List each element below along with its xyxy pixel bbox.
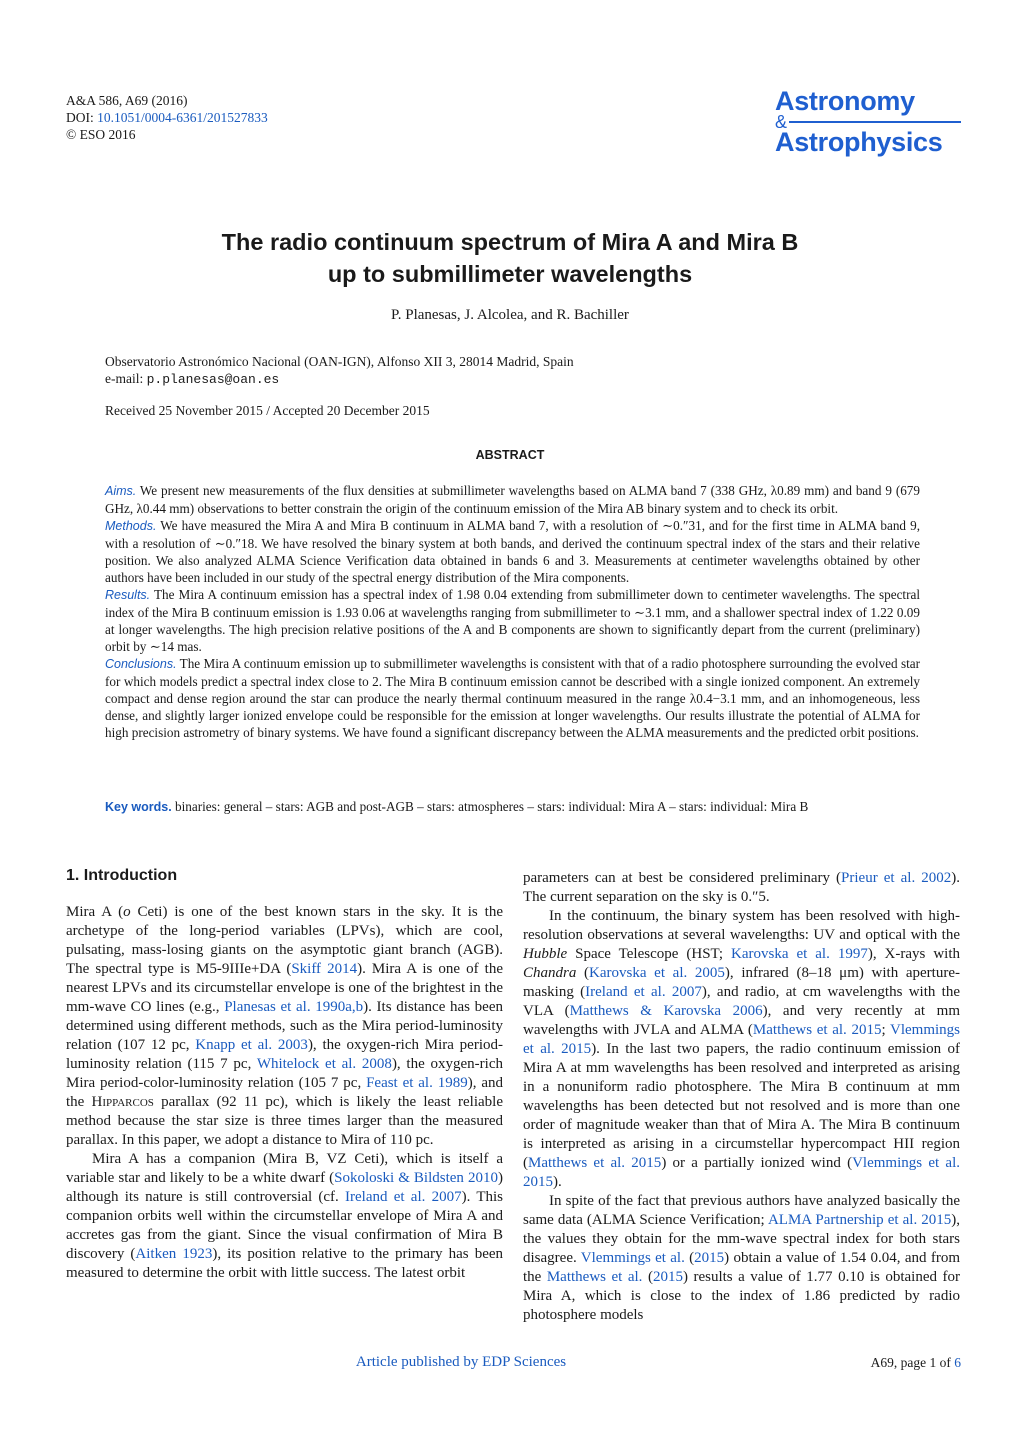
text-run: ), infrared (8–18 μm) with aperture-masking ( [523, 965, 960, 1000]
logo-ampersand: & [775, 112, 788, 132]
title-line-1: The radio continuum spectrum of Mira A and Mira B [221, 229, 799, 255]
text-run: parameters can at best be considered preliminary ( [523, 870, 842, 886]
citation-link[interactable]: ALMA Partnership et al. 2015 [767, 1212, 952, 1228]
journal-citation: A&A 586, A69 (2016) [66, 93, 188, 108]
affiliation-block [105, 353, 574, 388]
abstract-conclusions [105, 655, 920, 741]
keywords-text: binaries: general – stars: AGB and post-AGB – stars: atmospheres – stars: individual: Mira A – stars: individual: Mira B [171, 799, 809, 814]
citation-link[interactable]: Karovska et al. 1997 [731, 946, 868, 962]
citation-link[interactable]: Matthews et al. 2015 [528, 1155, 662, 1171]
text-run: ) results a value of 1.77 0.10 is obtained for Mira A, which is close to the index of 1.86 predicted by radio photosphere models [523, 1269, 961, 1323]
doi-label: DOI: [66, 110, 98, 125]
logo-word-astronomy: Astronomy [775, 86, 915, 116]
keywords-label: Key words. [105, 800, 172, 814]
citation-link[interactable]: Feast et al. 1989 [366, 1075, 468, 1091]
citation-link[interactable]: Whitelock et al. 2008 [256, 1056, 392, 1072]
intro-paragraph-2 [66, 1150, 503, 1283]
doi-link[interactable]: 10.1051/0004-6361/201527833 [97, 110, 268, 125]
citation-link[interactable]: Knapp et al. 2003 [195, 1037, 308, 1053]
journal-reference [66, 92, 268, 143]
right-column [523, 869, 960, 1325]
intro-paragraph-4 [523, 907, 960, 1192]
abstract-methods [105, 517, 920, 586]
hipparcos-name: Hipparcos [91, 1094, 154, 1110]
text-run: ( [576, 965, 590, 981]
citation-link[interactable]: 2015 [652, 1269, 683, 1285]
copyright: © ESO 2016 [66, 127, 136, 142]
text-run: In spite of the fact that previous authors have analyzed basically the same data (ALMA Science Verification; [523, 1193, 960, 1228]
results-text: The Mira A continuum emission has a spectral index of 1.98 0.04 extending from submillimeter down to centimeter wavelengths. The spectral index of the Mira B continuum emission is 1.93 0.06 at wavelengths ranging from submillimeter to ∼3.1 mm, and a shallower spectral index of 1.22 0.09 at longer wavelengths. The high precision relative positions of the A and B components are shown to significantly depart from the current (preliminary) orbit by ∼14 mas. [105, 587, 920, 654]
text-run: ). Mira A is one of the nearest LPVs and its circumstellar envelope is one of the brightest in the mm-wave CO lines (e.g., [66, 961, 503, 1015]
citation-link[interactable]: Ireland et al. 2007 [585, 984, 702, 1000]
logo-word-astrophysics: Astrophysics [775, 127, 943, 157]
citation-link[interactable]: Karovska et al. 2005 [589, 965, 725, 981]
citation-link[interactable]: Ireland et al. 2007 [345, 1189, 462, 1205]
intro-paragraph-1 [66, 903, 503, 1150]
text-run: ), and the [66, 1075, 503, 1110]
paper-title [0, 226, 1020, 290]
title-line-2: up to submillimeter wavelengths [327, 261, 693, 287]
text-run: ), the oxygen-rich Mira period-luminosity relation (115 7 pc, [66, 1037, 503, 1072]
results-label: Results. [105, 588, 151, 602]
text-run: ; [881, 1022, 891, 1038]
omicron-symbol: o [123, 904, 131, 920]
abstract-results [105, 586, 920, 655]
citation-link[interactable]: Aitken 1923 [135, 1246, 213, 1262]
keywords [105, 798, 920, 816]
citation-link[interactable]: Vlemmings et al. 2015 [523, 1155, 960, 1190]
intro-paragraph-3 [523, 869, 960, 907]
text-run: ), its position relative to the primary has been measured to determine the orbit with little success. The latest orbit [66, 1246, 504, 1281]
section-heading-introduction: 1. Introduction [66, 867, 178, 884]
citation-link[interactable]: Prieur et al. 2002 [841, 870, 952, 886]
text-run: Space Telescope (HST; [567, 946, 732, 962]
publisher-link[interactable]: Article published by EDP Sciences [355, 1354, 567, 1370]
journal-logo [775, 87, 961, 157]
email-line [105, 370, 574, 388]
text-run: Ceti) is one of the best known stars in the sky. It is the archetype of the long-period variables (LPVs), which are cool, pulsating, mass-losing giants on the asymptotic giant branch (AGB). The spectral type is M5-9IIIe+DA ( [66, 904, 503, 977]
text-run: ), the values they obtain for the mm-wave spectral index for both stars disagree. [523, 1212, 960, 1266]
text-run: ( [684, 1250, 695, 1266]
text-run: ) or a partially ionized wind ( [661, 1155, 853, 1171]
page-indicator [871, 1355, 961, 1371]
left-column [66, 903, 503, 1283]
methods-label: Methods. [105, 519, 157, 533]
text-run: ) although its nature is still controversial (cf. [66, 1170, 503, 1205]
aims-text: We present new measurements of the flux densities at submillimeter wavelengths based on ALMA band 7 (338 GHz, λ0.89 mm) and band 9 (679 GHz, λ0.44 mm) observations to better constrain the origin of the continuum emission of the Mira AB binary system and to check its orbit. [105, 483, 920, 516]
logo-rule [789, 121, 961, 123]
received-dates: Received 25 November 2015 / Accepted 20 December 2015 [105, 403, 430, 418]
text-run: ), and radio, at cm wavelengths with the VLA ( [523, 984, 960, 1019]
methods-text: We have measured the Mira A and Mira B continuum in ALMA band 7, with a resolution of ∼0.″31, and for the first time in ALMA band 9, with a resolution of ∼0.″18. We have resolved the binary system at both bands, and derived the continuum spectral index of the stars and their relative position. We also analyzed ALMA Science Verification data obtained in bands 6 and 3. Measurements at centimeter wavelengths obtained by other authors have been included in our study of the spectral energy distribution of the Mira components. [105, 518, 920, 585]
email-label: e-mail: [105, 371, 147, 386]
citation-link[interactable]: 2015 [694, 1250, 725, 1266]
text-run: ). Its distance has been determined using different methods, such as the Mira period-luminosity relation (107 12 pc, [66, 999, 503, 1053]
text-run: ). The current separation on the sky is 0.″5. [523, 870, 961, 905]
citation-link[interactable]: Matthews et al. 2015 [752, 1022, 882, 1038]
citation-link[interactable]: Planesas et al. 1990a,b [224, 999, 364, 1015]
text-run: ). In the last two papers, the radio continuum emission of Mira A at mm wavelengths has been resolved and interpreted as arising in a nonuniform radio photosphere. The Mira B continuum at mm wavelengths has been detected but not resolved and is more than one order of magnitude weaker than that of Mira A. The Mira B continuum is interpreted as arising in a circumstellar hypercompact HII region ( [523, 1041, 960, 1171]
total-pages-link[interactable]: 6 [954, 1355, 961, 1370]
aims-label: Aims. [105, 484, 137, 498]
conclusions-text: The Mira A continuum emission up to submillimeter wavelengths is consistent with that of a radio photosphere surrounding the evolved star for which models predict a spectral index close to 2. The Mira B continuum emission cannot be described with a single ionized component. An extremely compact and dense region around the star can produce the nearly thermal continuum measured in the range λ0.4−3.1 mm, and an inhomogeneous, less dense, and slightly larger ionized envelope could be responsible for the emission at longer wavelengths. Our results illustrate the potential of ALMA for high precision astrometry of binary systems. We have found a significant discrepancy between the ALMA measurements and the predicted orbit positions. [105, 656, 920, 740]
hubble-name: Hubble [523, 946, 568, 962]
citation-link[interactable]: Matthews & Karovska 2006 [569, 1003, 763, 1019]
text-run: ), X-rays with [867, 946, 960, 962]
citation-link[interactable]: Skiff 2014 [291, 961, 358, 977]
authors: P. Planesas, J. Alcolea, and R. Bachiller [391, 307, 629, 323]
abstract-aims [105, 482, 920, 517]
affiliation: Observatorio Astronómico Nacional (OAN-IGN), Alfonso XII 3, 28014 Madrid, Spain [105, 354, 574, 369]
conclusions-label: Conclusions. [105, 657, 177, 671]
text-run: ), and very recently at mm wavelengths with JVLA and ALMA ( [523, 1003, 960, 1038]
abstract-heading: ABSTRACT [475, 448, 545, 462]
intro-paragraph-5 [523, 1192, 960, 1325]
chandra-name: Chandra [523, 965, 577, 981]
text-run: ( [642, 1269, 653, 1285]
doi-line [66, 109, 268, 126]
text-run: In the continuum, the binary system has been resolved with high-resolution observations at several wavelengths: UV and optical with the [523, 908, 960, 943]
citation-link[interactable]: Vlemmings et al. [580, 1250, 685, 1266]
citation-link[interactable]: Sokoloski & Bildsten 2010 [334, 1170, 498, 1186]
text-run: ). [553, 1174, 562, 1190]
text-run: Mira A has a companion (Mira B, VZ Ceti), which is itself a variable star and likely to be a white dwarf ( [66, 1151, 503, 1186]
page-indicator-text: A69, page 1 of [870, 1355, 955, 1370]
text-run: ), the oxygen-rich Mira period-color-luminosity relation (105 7 pc, [66, 1056, 503, 1091]
citation-link[interactable]: Vlemmings et al. 2015 [523, 1022, 961, 1057]
citation-link[interactable]: Matthews et al. [546, 1269, 643, 1285]
email-address[interactable]: p.planesas@oan.es [146, 372, 280, 387]
text-run: ) obtain a value of 1.54 0.04, and from the [523, 1250, 960, 1285]
text-run: parallax (92 11 pc), which is likely the least reliable method because the star size is three times larger than the measured parallax. In this paper, we adopt a distance to Mira of 110 pc. [66, 1094, 503, 1148]
text-run: ). This companion orbits well within the circumstellar envelope of Mira A and accretes gas from the giant. Since the visual confirmation of Mira B discovery ( [66, 1189, 504, 1262]
text-run: Mira A ( [66, 904, 124, 920]
footer-publisher-line [0, 1354, 922, 1371]
abstract-body [105, 482, 920, 741]
